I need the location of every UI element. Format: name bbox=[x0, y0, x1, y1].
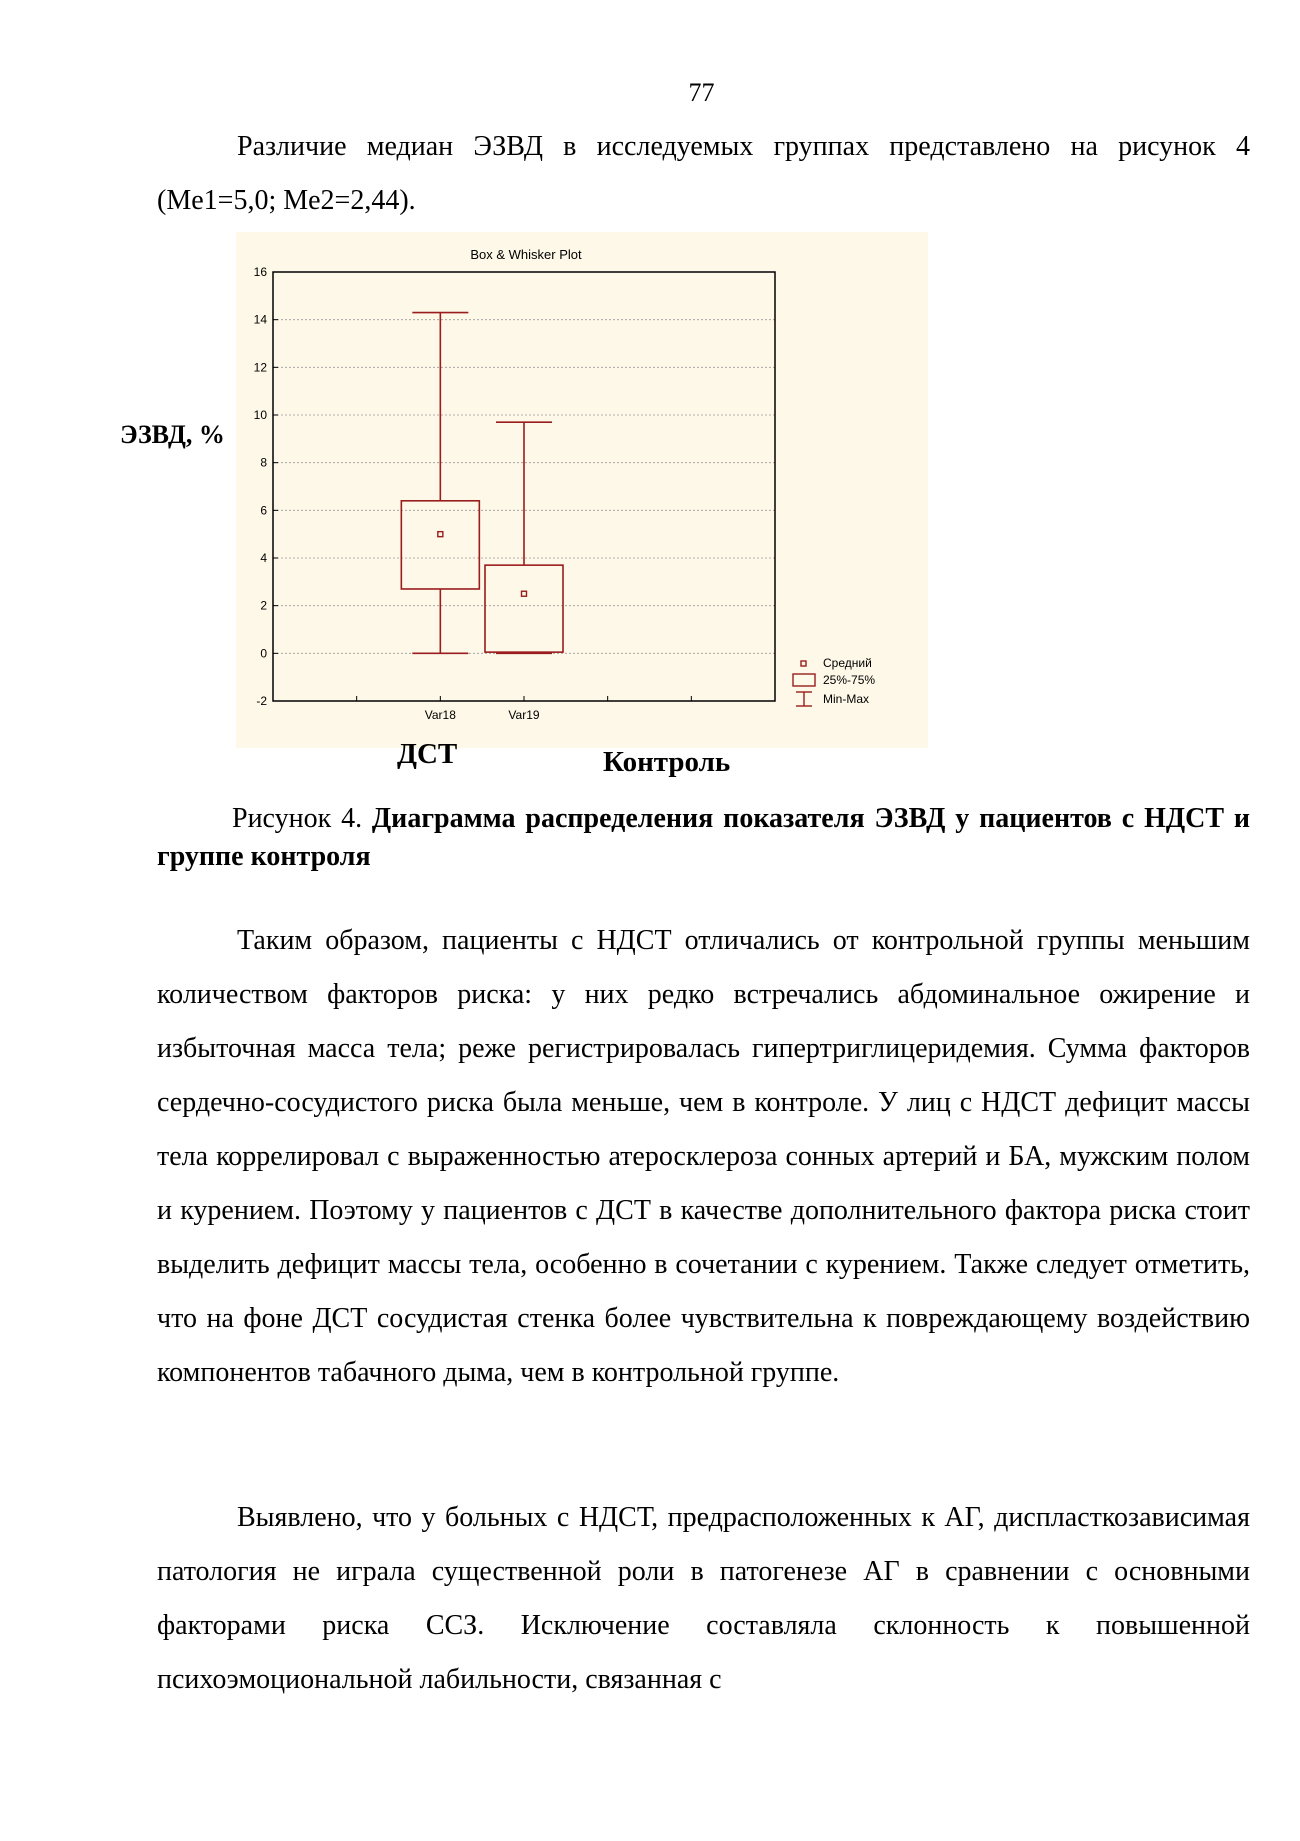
group-label-control: Контроль bbox=[603, 746, 731, 778]
y-tick-label: 8 bbox=[260, 455, 267, 470]
legend-box-label: 25%-75% bbox=[823, 673, 876, 687]
x-tick-label: Var18 bbox=[424, 708, 456, 722]
caption-title: Диаграмма распределения показателя ЭЗВД у пациентов с НДСТ и группе контроля bbox=[157, 803, 1250, 872]
x-tick-label: Var19 bbox=[508, 708, 540, 722]
group-label-dst: ДСТ bbox=[397, 738, 458, 770]
outer-y-axis-label: ЭЗВД, % bbox=[120, 420, 225, 449]
figure-caption bbox=[157, 800, 1250, 876]
box-whisker-chart bbox=[236, 232, 928, 748]
y-tick-label: 6 bbox=[260, 503, 267, 518]
body-paragraph-1 bbox=[157, 914, 1250, 1400]
chart-title: Box & Whisker Plot bbox=[470, 247, 582, 262]
legend-minmax-label: Min-Max bbox=[823, 692, 870, 706]
y-tick-label: 0 bbox=[260, 646, 267, 661]
body-paragraph-2-text: Выявлено, что у больных с НДСТ, предрасположенных к АГ, диспласткозависимая патология не играла существенной роли в патогенезе АГ в сравнении с основными факторами риска ССЗ. Исключение составляла склонность к повышенной психоэмоциональной лабильности, связанная с bbox=[157, 1502, 1250, 1695]
legend-mean-label: Средний bbox=[823, 656, 872, 670]
y-tick-label: 16 bbox=[253, 265, 267, 279]
caption-prefix: Рисунок 4. bbox=[232, 803, 363, 834]
intro-text: Различие медиан ЭЗВД в исследуемых группах представлено на рисунок 4 (Me1=5,0; Me2=2,44). bbox=[157, 131, 1250, 216]
body-paragraph-2 bbox=[157, 1491, 1250, 1707]
intro-paragraph bbox=[157, 120, 1250, 228]
chart-background bbox=[236, 232, 928, 748]
chart-svg bbox=[236, 232, 928, 748]
page-number: 77 bbox=[688, 78, 715, 107]
y-tick-label: -2 bbox=[256, 694, 267, 708]
y-tick-label: 12 bbox=[253, 360, 267, 375]
y-tick-label: 4 bbox=[260, 551, 267, 565]
y-tick-label: 14 bbox=[253, 312, 267, 327]
y-tick-label: 2 bbox=[260, 598, 267, 613]
body-paragraph-1-text: Таким образом, пациенты с НДСТ отличались от контрольной группы меньшим количеством факторов риска: у них редко встречались абдоминальное ожирение и избыточная масса тела; реже регистрировалась гипертриглицеридемия. Сумма факторов сердечно-сосудистого риска была меньше, чем в контроле. У лиц с НДСТ дефицит массы тела коррелировал с выраженностью атеросклероза сонных артерий и БА, мужским полом и курением. Поэтому у пациентов с ДСТ в качестве дополнительного фактора риска стоит выделить дефицит массы тела, особенно в сочетании с курением. Также следует отметить, что на фоне ДСТ сосудистая стенка более чувствительна к повреждающему воздействию компонентов табачного дыма, чем в контрольной группе. bbox=[157, 925, 1250, 1388]
y-tick-label: 10 bbox=[253, 408, 267, 422]
